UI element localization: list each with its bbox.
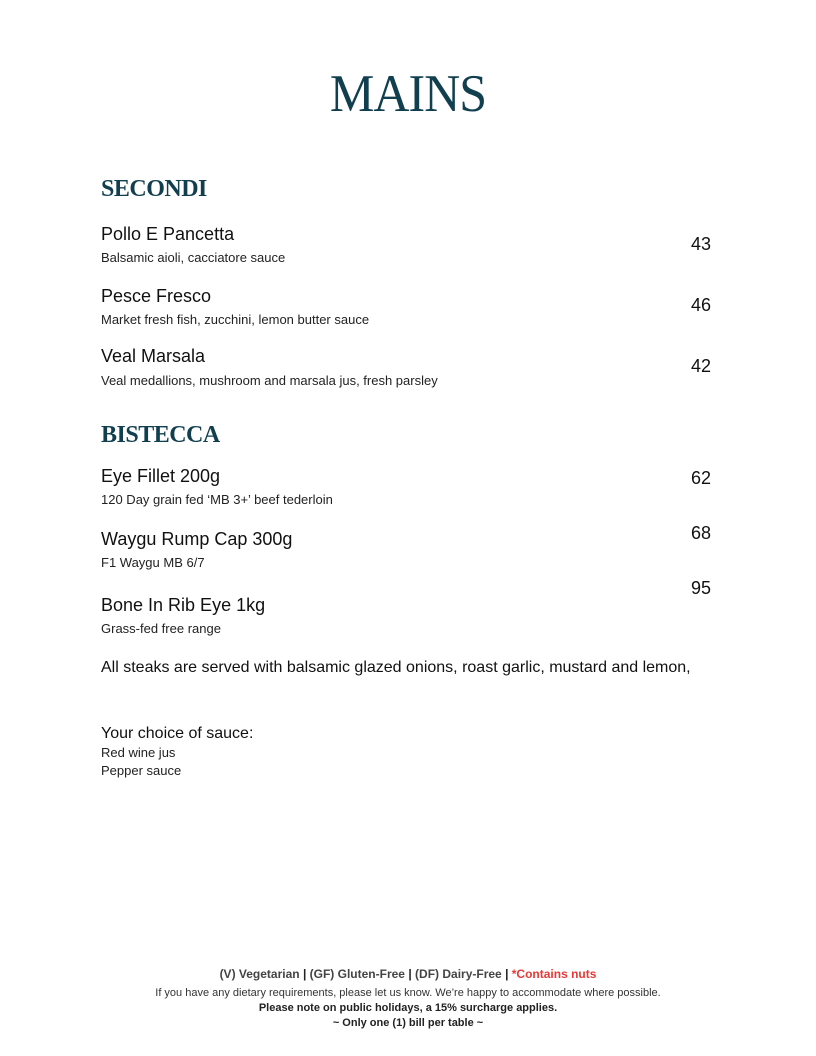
holiday-surcharge-note: Please note on public holidays, a 15% surcharge applies. — [258, 1002, 558, 1014]
dietary-note: If you have any dietary requirements, please let us know. We’re happy to accommodate where possible. — [155, 987, 661, 999]
sauce-option: Red wine jus — [101, 745, 176, 760]
item-description: Market fresh fish, zucchini, lemon butter sauce — [101, 312, 370, 327]
page-title: MAINS — [329, 63, 487, 123]
section-heading-secondi: SECONDI — [101, 176, 207, 202]
item-price: 68 — [691, 523, 712, 543]
item-name: Veal Marsala — [101, 346, 206, 366]
item-name: Pesce Fresco — [101, 286, 212, 306]
legend-vegetarian: (V) Vegetarian — [219, 967, 300, 981]
legend-dairy-free: (DF) Dairy-Free — [415, 967, 502, 981]
section-heading-bistecca: BISTECCA — [101, 422, 220, 448]
legend-separator: | — [408, 967, 412, 981]
item-price: 62 — [691, 468, 712, 488]
item-price: 46 — [691, 295, 712, 315]
bill-note: ~ Only one (1) bill per table ~ — [332, 1017, 484, 1029]
item-description: Veal medallions, mushroom and marsala jus, fresh parsley — [101, 373, 438, 388]
item-name: Bone In Rib Eye 1kg — [101, 595, 266, 615]
item-name: Eye Fillet 200g — [101, 466, 221, 486]
item-name: Pollo E Pancetta — [101, 224, 235, 244]
item-description: 120 Day grain fed ‘MB 3+’ beef tederloin — [101, 492, 333, 507]
legend-separator: | — [302, 967, 307, 981]
item-price: 43 — [691, 234, 712, 254]
item-price: 95 — [691, 578, 712, 598]
legend-gluten-free: (GF) Gluten-Free — [309, 967, 405, 981]
legend-separator: | — [505, 967, 509, 981]
sauce-option: Pepper sauce — [101, 763, 182, 778]
item-description: Balsamic aioli, cacciatore sauce — [101, 250, 286, 265]
dietary-legend — [0, 967, 816, 981]
legend-contains-nuts: *Contains nuts — [511, 967, 597, 981]
item-description: F1 Waygu MB 6/7 — [101, 555, 205, 570]
item-name: Waygu Rump Cap 300g — [101, 529, 293, 549]
steak-note: All steaks are served with balsamic glazed onions, roast garlic, mustard and lemon, — [101, 659, 691, 676]
item-description: Grass-fed free range — [101, 621, 221, 636]
item-price: 42 — [691, 356, 712, 376]
sauce-heading: Your choice of sauce: — [101, 725, 254, 742]
